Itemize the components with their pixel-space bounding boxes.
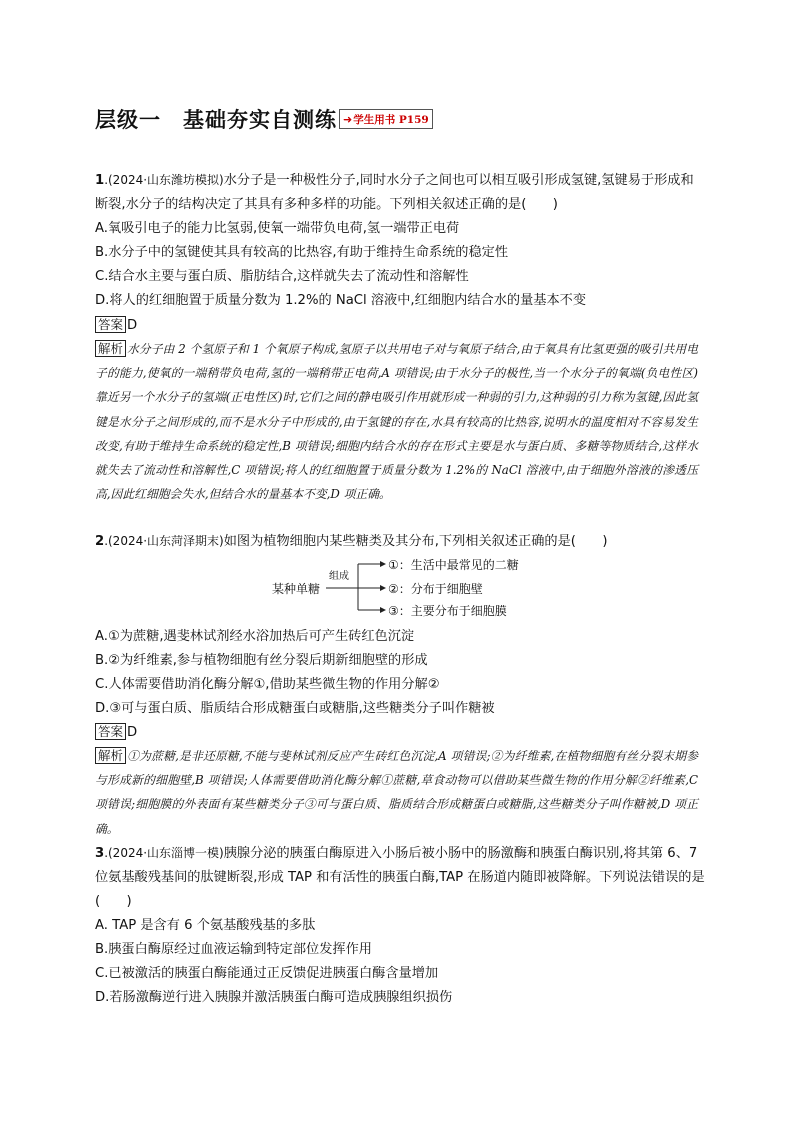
option-b: B.水分子中的氢键使其具有较高的比热容,有助于维持生命系统的稳定性: [95, 245, 509, 260]
analysis-1: [95, 337, 698, 506]
answer-value: D: [127, 318, 138, 333]
answer-2: [95, 722, 705, 744]
section-title: 层级一 基础夯实自测练: [95, 108, 337, 132]
diagram-root: 某种单糖: [272, 582, 321, 596]
question-3: [95, 841, 705, 1010]
answer-value: D: [127, 725, 138, 740]
option-d: D.③可与蛋白质、脂质结合形成糖蛋白或糖脂,这些糖类分子叫作糖被: [95, 701, 495, 716]
textbook-reference-badge[interactable]: [339, 109, 433, 129]
diagram-branch-1: ①：生活中最常见的二糖: [388, 558, 519, 572]
question-source: .(2024·山东菏泽期末): [104, 534, 224, 548]
answer-tag: 答案: [95, 723, 126, 740]
option-d: D.若肠激酶逆行进入胰腺并激活胰蛋白酶可造成胰腺组织损伤: [95, 990, 453, 1005]
question-2: [95, 529, 705, 554]
analysis-text: ①为蔗糖,是非还原糖,不能与斐林试剂反应产生砖红色沉淀,A 项错误;②为纤维素,在植物细胞有丝分裂末期参与形成新的细胞壁,B 项错误;人体需要借助消化酶分解①蔗糖,草食动物可以借助某些微生物的作用分解②纤维素,C 项错误;细胞膜的外表面有某些糖类分子③可与蛋白质、脂质结合形成糖蛋白或糖脂,这些糖类分子叫作糖被,D 项正确。: [95, 749, 698, 836]
question-number: 1: [95, 173, 105, 188]
option-d: D.将人的红细胞置于质量分数为 1.2%的 NaCl 溶液中,红细胞内结合水的量基本不变: [95, 293, 587, 308]
option-b: B.②为纤维素,参与植物细胞有丝分裂后期新细胞壁的形成: [95, 653, 428, 668]
option-b: B.胰蛋白酶原经过血液运输到特定部位发挥作用: [95, 942, 372, 957]
option-a: A.氧吸引电子的能力比氢弱,使氧一端带负电荷,氢一端带正电荷: [95, 221, 460, 236]
analysis-text: 水分子由 2 个氢原子和 1 个氧原子构成,氢原子以共用电子对与氧原子结合,由于氧具有比氢更强的吸引共用电子的能力,使氧的一端稍带负电荷,氢的一端稍带正电荷,A 项错误;由于水分子的极性,当一个水分子的氧端(负电性区)靠近另一个水分子的氢端(正电性区)时,它们之间的静电吸引作用就形成一种弱的引力,这种弱的引力称为氢键,因此氢键是水分子之间形成的,而不是水分子中形成的,由于氢键的存在,水具有较高的比热容,说明水的温度相对不容易发生改变,有助于维持生命系统的稳定性,B 项错误;细胞内结合水的存在形式主要是水与蛋白质、多糖等物质结合,这样水就失去了流动性和溶解性,C 项错误;将人的红细胞置于质量分数为 1.2%的 NaCl 溶液中,由于细胞外溶液的渗透压高,因此红细胞会失水,但结合水的量基本不变,D 项正确。: [95, 342, 698, 502]
question-source: .(2024·山东潍坊模拟): [104, 173, 224, 187]
diagram-branch-2: ②：分布于细胞壁: [388, 582, 483, 596]
question-1: [95, 168, 705, 313]
question-2-options: [95, 625, 705, 721]
analysis-tag: 解析: [95, 340, 126, 357]
question-stem: 胰腺分泌的胰蛋白酶原进入小肠后被小肠中的肠激酶和胰蛋白酶识别,将其第 6、7 位氨基酸残基间的肽键断裂,形成 TAP 和有活性的胰蛋白酶,TAP 在肠道内随即被降解。下列说法错误的是( ): [95, 846, 705, 909]
option-a: A.①为蔗糖,遇斐林试剂经水浴加热后可产生砖红色沉淀: [95, 629, 415, 644]
arrow-right-icon: ➜: [343, 112, 353, 126]
option-a: A. TAP 是含有 6 个氨基酸残基的多肽: [95, 918, 316, 933]
sugar-classification-diagram: [262, 555, 542, 619]
question-number: 3: [95, 846, 105, 861]
question-number: 2: [95, 534, 105, 549]
option-c: C.已被激活的胰蛋白酶能通过正反馈促进胰蛋白酶含量增加: [95, 966, 439, 981]
question-stem: 如图为植物细胞内某些糖类及其分布,下列相关叙述正确的是( ): [223, 534, 608, 549]
diagram-edge-label: 组成: [329, 571, 349, 582]
diagram-branch-3: ③：主要分布于细胞膜: [388, 604, 507, 618]
reference-label: 学生用书 P159: [353, 113, 429, 126]
answer-tag: 答案: [95, 316, 126, 333]
section-header: [95, 104, 433, 134]
option-c: C.结合水主要与蛋白质、脂肪结合,这样就失去了流动性和溶解性: [95, 269, 469, 284]
analysis-tag: 解析: [95, 747, 126, 764]
question-stem: 水分子是一种极性分子,同时水分子之间也可以相互吸引形成氢键,氢键易于形成和断裂,水分子的结构决定了其具有多种多样的功能。下列相关叙述正确的是( ): [95, 173, 694, 212]
analysis-2: [95, 744, 698, 841]
answer-1: [95, 315, 705, 337]
question-source: .(2024·山东淄博一模): [104, 846, 224, 860]
option-c: C.人体需要借助消化酶分解①,借助某些微生物的作用分解②: [95, 677, 440, 692]
